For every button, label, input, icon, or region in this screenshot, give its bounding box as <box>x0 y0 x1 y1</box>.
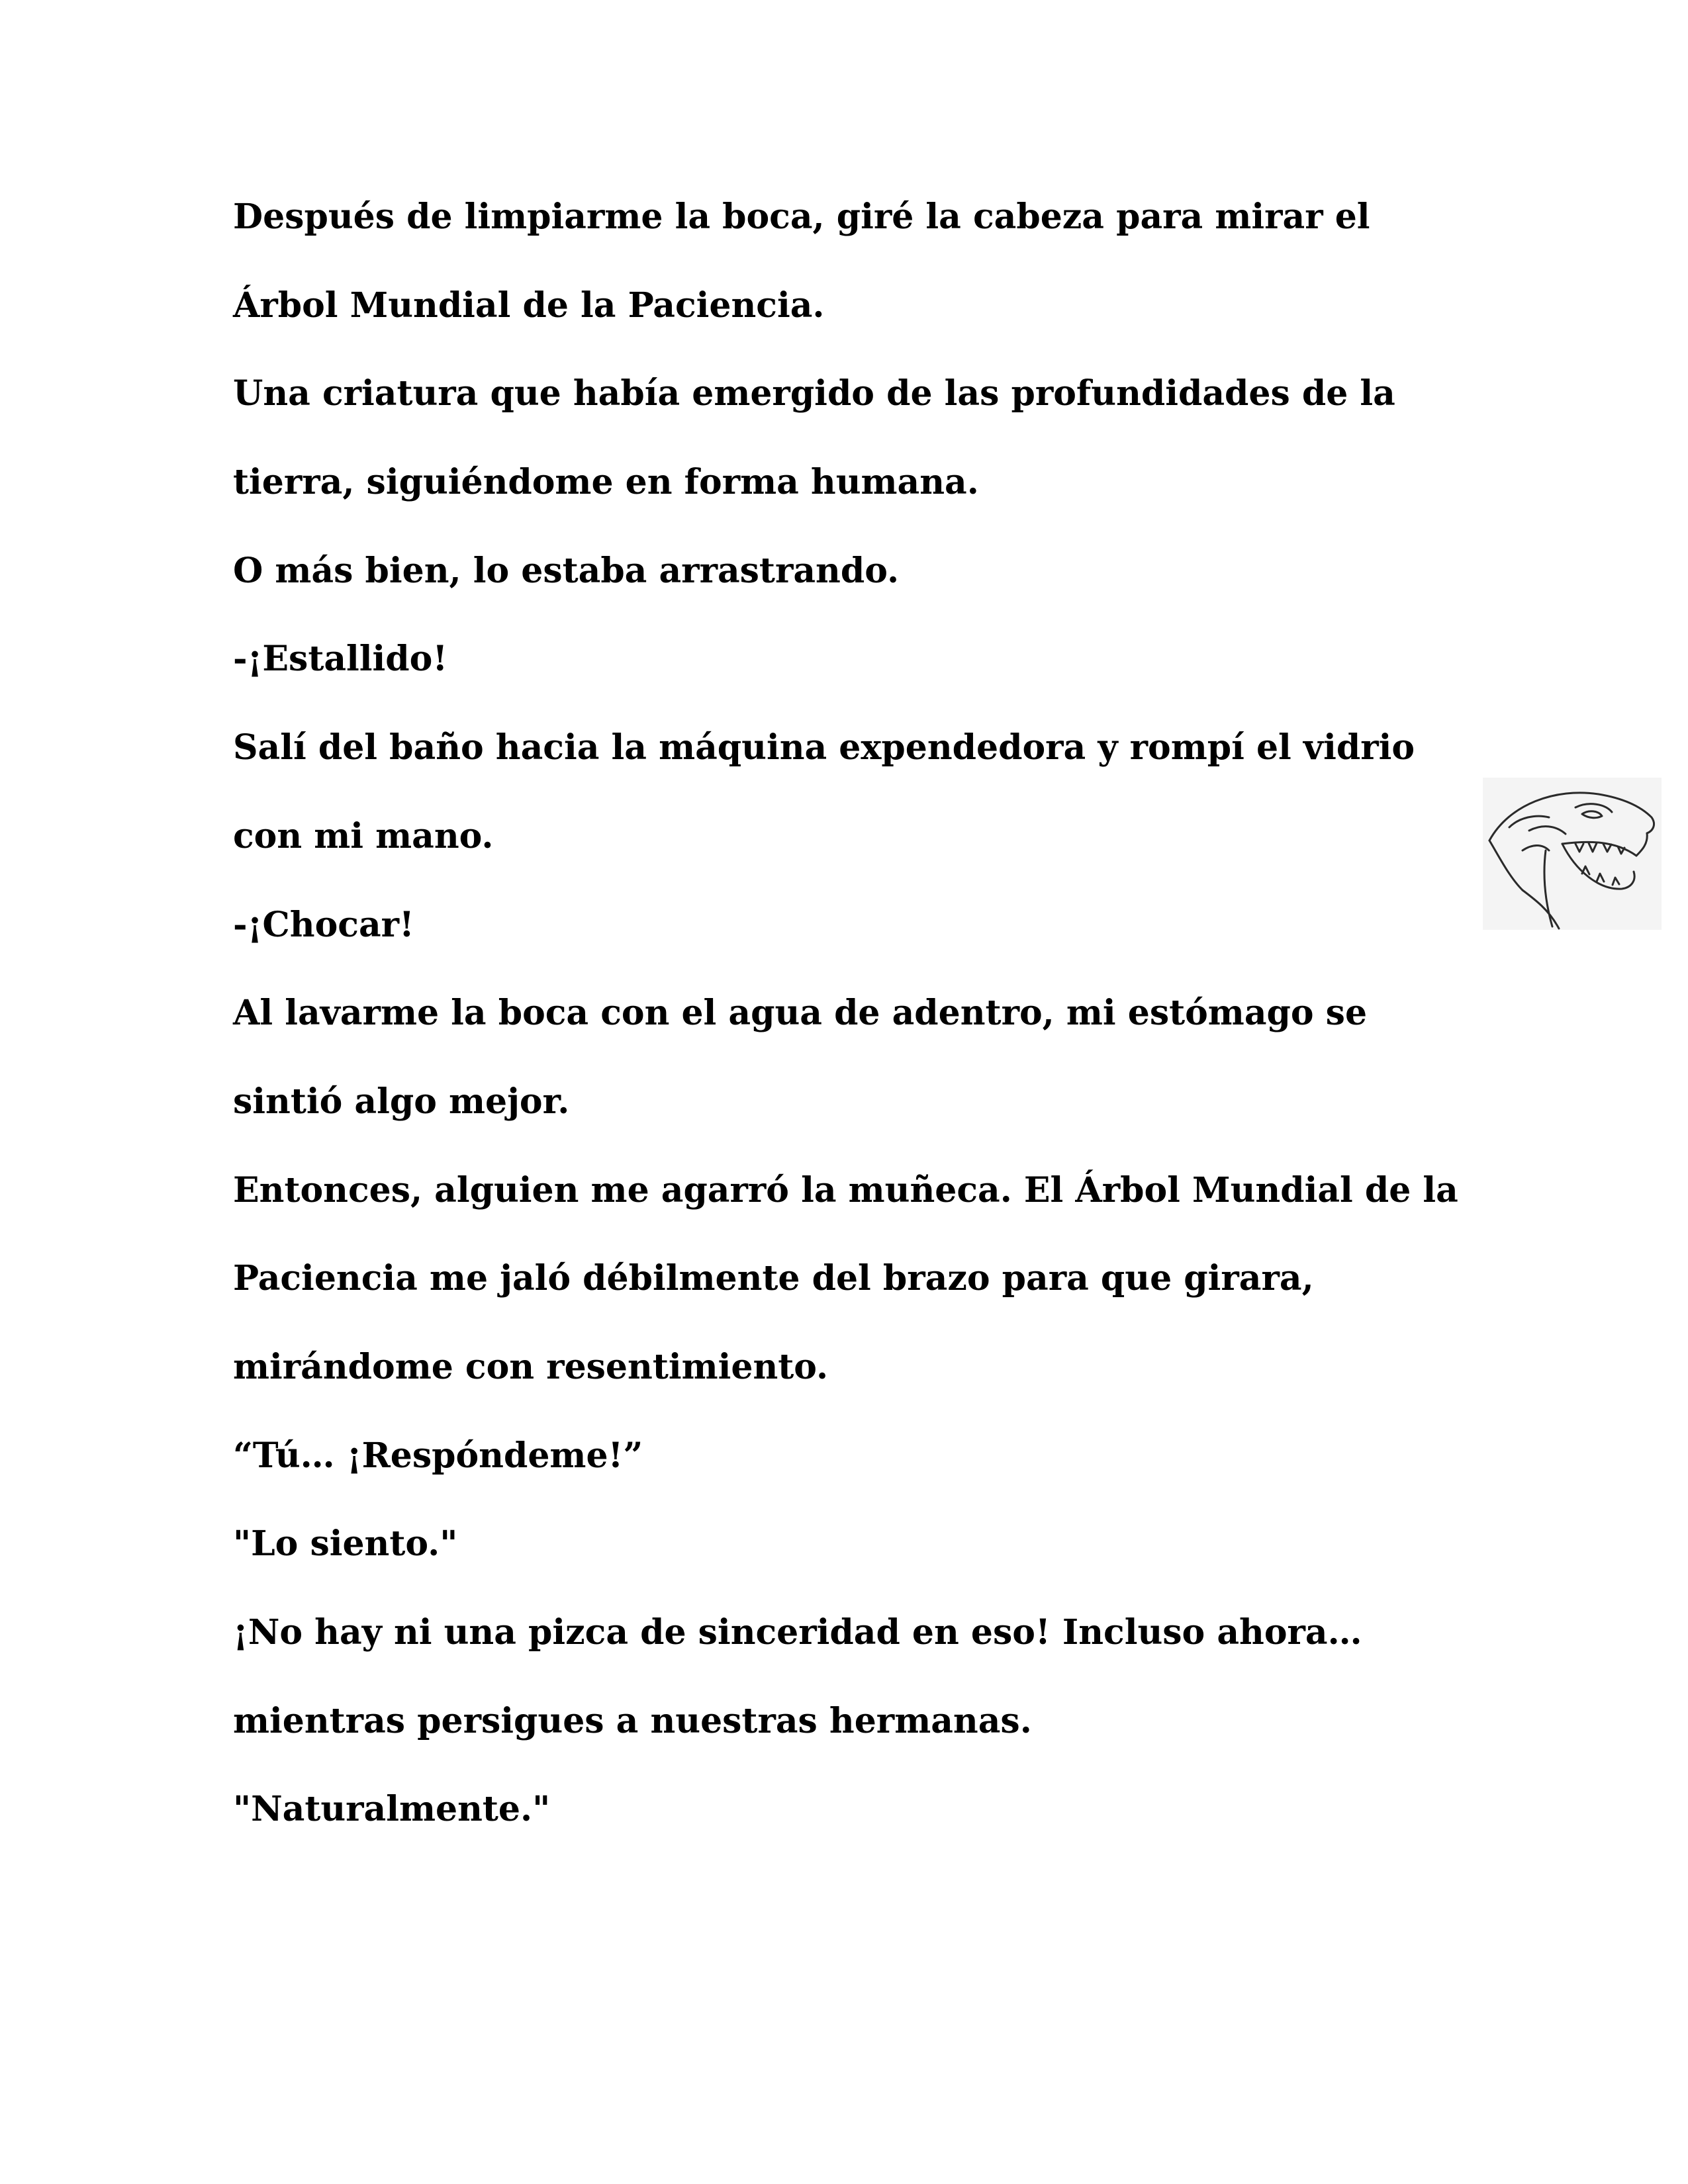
text-line: "Naturalmente." <box>233 1789 551 1830</box>
text-line: Una criatura que había emergido de las profundidades de la <box>233 373 1395 414</box>
text-line: mirándome con resentimiento. <box>233 1346 829 1387</box>
text-line: -¡Estallido! <box>233 639 448 680</box>
text-line: ¡No hay ni una pizca de sinceridad en eso! Incluso ahora… <box>233 1612 1362 1653</box>
body-text <box>233 192 1491 1873</box>
text-line: mientras persigues a nuestras hermanas. <box>233 1700 1032 1741</box>
dinosaur-head-sketch-icon <box>1483 778 1662 930</box>
text-line: "Lo siento." <box>233 1524 458 1565</box>
text-line: Paciencia me jaló débilmente del brazo para que girara, <box>233 1258 1314 1299</box>
text-line: Entonces, alguien me agarró la muñeca. El Árbol Mundial de la <box>233 1169 1458 1210</box>
text-line: Salí del baño hacia la máquina expendedora y rompí el vidrio <box>233 727 1415 768</box>
text-line: Al lavarme la boca con el agua de adentro, mi estómago se <box>233 993 1368 1034</box>
text-line: -¡Chocar! <box>233 904 414 945</box>
text-line: con mi mano. <box>233 815 494 856</box>
text-line: O más bien, lo estaba arrastrando. <box>233 550 900 591</box>
text-line: “Tú… ¡Respóndeme!” <box>233 1435 643 1476</box>
text-line: Después de limpiarme la boca, giré la cabeza para mirar el <box>233 197 1370 237</box>
text-line: sintió algo mejor. <box>233 1081 570 1122</box>
text-line: tierra, siguiéndome en forma humana. <box>233 462 979 503</box>
text-line: Árbol Mundial de la Paciencia. <box>233 285 825 326</box>
